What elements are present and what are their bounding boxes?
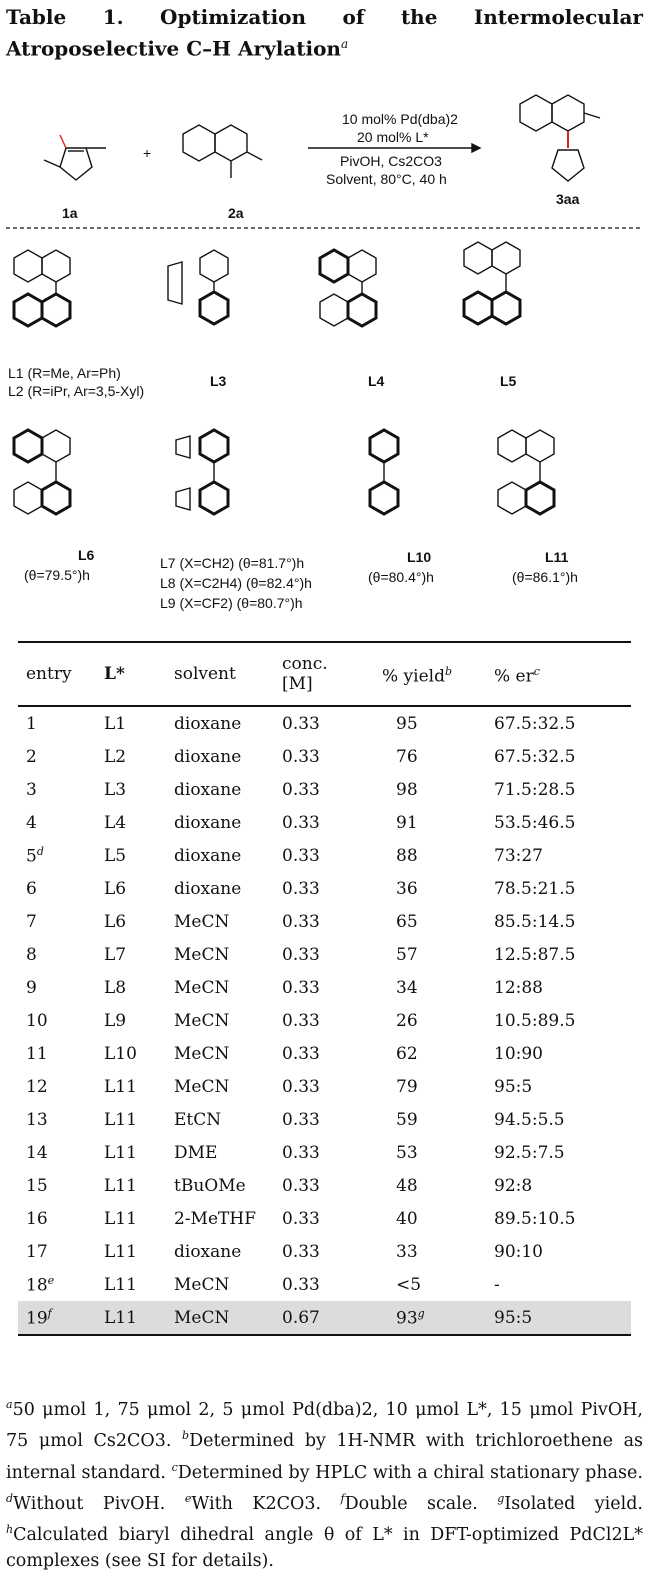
ligand-L1-L2-structure	[14, 250, 70, 326]
cell-conc: 0.33	[282, 812, 320, 833]
naphthalene-2a-structure	[183, 125, 262, 178]
cell-er: 92:8	[494, 1175, 533, 1196]
cell-er: 95:5	[494, 1076, 533, 1097]
cell-ligand: L11	[104, 1208, 137, 1229]
cell-er: 89.5:10.5	[494, 1208, 576, 1229]
header-yield: % yield$^b$	[382, 664, 453, 687]
footnote-mark: f	[47, 1306, 52, 1320]
title-word: 1.	[102, 5, 124, 29]
cell-yield: 33	[396, 1241, 418, 1262]
cell-er: 10:90	[494, 1043, 543, 1064]
cell-entry: 1	[26, 713, 37, 734]
header-solvent: solvent	[174, 664, 236, 684]
cell-ligand: L6	[104, 911, 127, 932]
cell-yield: 48	[396, 1175, 418, 1196]
cell-yield: 34	[396, 977, 418, 998]
table-row	[18, 740, 631, 773]
cell-solvent: MeCN	[174, 944, 230, 965]
cell-yield: 40	[396, 1208, 418, 1229]
cell-conc: 0.33	[282, 977, 320, 998]
compound-label: 2a	[228, 205, 244, 221]
cell-er: 53.5:46.5	[494, 812, 576, 833]
compound-label: 1a	[62, 205, 78, 221]
table-row	[18, 1103, 631, 1136]
table-row	[18, 1037, 631, 1070]
title-word: Optimization	[160, 5, 307, 29]
footnote-mark: e	[47, 1273, 55, 1287]
cell-solvent: tBuOMe	[174, 1175, 246, 1196]
footnote-mark: d	[36, 844, 44, 858]
cell-conc: 0.33	[282, 746, 320, 767]
cell-solvent: dioxane	[174, 845, 242, 866]
table-row	[18, 971, 631, 1004]
footnote-mark: c	[533, 664, 540, 678]
cell-conc: 0.33	[282, 1010, 320, 1031]
ligand-L5-structure	[464, 242, 520, 324]
cell-entry: 14	[26, 1142, 48, 1163]
ligand-label: L8 (X=C2H4) (θ=82.4°)h	[160, 575, 312, 591]
cell-ligand: L5	[104, 845, 127, 866]
plus-sign: +	[143, 145, 152, 161]
cell-er: 12.5:87.5	[494, 944, 576, 965]
cell-entry: 13	[26, 1109, 48, 1130]
table-header-row	[18, 642, 631, 706]
cell-solvent: MeCN	[174, 911, 230, 932]
cell-entry: 8	[26, 944, 37, 965]
cell-entry: 6	[26, 878, 37, 899]
table-row	[18, 1136, 631, 1169]
ligand-L4-structure	[320, 250, 376, 326]
ligand-label: L9 (X=CF2) (θ=80.7°)h	[160, 595, 303, 611]
cell-er: 71.5:28.5	[494, 779, 576, 800]
reaction-scheme-and-ligands	[0, 90, 649, 635]
cell-er: 78.5:21.5	[494, 878, 576, 899]
cell-yield: 88	[396, 845, 418, 866]
cell-conc: 0.33	[282, 944, 320, 965]
table-row	[18, 1169, 631, 1202]
ligand-label: L7 (X=CH2) (θ=81.7°)h	[160, 555, 305, 571]
footnote-mark: b	[444, 664, 453, 678]
cell-solvent: dioxane	[174, 746, 242, 767]
optimization-table	[18, 641, 631, 1336]
title-word: of	[342, 5, 365, 29]
cell-conc: 0.33	[282, 1142, 320, 1163]
header-entry: entry	[26, 664, 72, 684]
header-ligand: L*	[104, 664, 125, 684]
cell-solvent: dioxane	[174, 878, 242, 899]
cell-er: -	[494, 1274, 500, 1295]
header-conc	[274, 642, 374, 706]
cell-er: 95:5	[486, 1301, 631, 1335]
footnote-h: Calculated biaryl dihedral angle θ of L* in DFT-optimized PdCl2L* complexes (see SI for details).	[6, 1525, 643, 1571]
condition-line: PivOH, Cs2CO3	[340, 153, 442, 169]
cell-solvent: MeCN	[174, 1076, 230, 1097]
cell-conc: 0.67	[274, 1301, 374, 1335]
header-conc-line1: conc.	[282, 654, 328, 674]
cell-solvent: EtCN	[174, 1109, 222, 1130]
cell-ligand: L3	[104, 779, 127, 800]
cell-er: 73:27	[494, 845, 543, 866]
table-row	[18, 905, 631, 938]
cell-entry: 19$^f$	[18, 1301, 96, 1335]
cell-solvent: 2-MeTHF	[174, 1208, 256, 1229]
cell-ligand: L9	[104, 1010, 127, 1031]
cell-er: 10.5:89.5	[494, 1010, 576, 1031]
cell-ligand: L11	[104, 1142, 137, 1163]
cell-yield: 93$^g$	[374, 1301, 486, 1335]
title-line2: Atroposelective C–H Arylation	[6, 36, 341, 61]
cell-ligand: L11	[104, 1076, 137, 1097]
cell-conc: 0.33	[282, 713, 320, 734]
condition-line: 20 mol% L*	[357, 129, 429, 145]
title-word: Intermolecular	[473, 5, 643, 29]
cell-ligand: L1	[104, 713, 127, 734]
cell-solvent: MeCN	[174, 977, 230, 998]
cell-yield: 53	[396, 1142, 418, 1163]
cell-entry: 2	[26, 746, 37, 767]
cell-ligand: L11	[96, 1301, 166, 1335]
cell-yield: 98	[396, 779, 418, 800]
cell-ligand: L7	[104, 944, 127, 965]
cell-ligand: L11	[104, 1109, 137, 1130]
footnote-g: Isolated yield.	[504, 1493, 643, 1514]
table-row	[18, 1202, 631, 1235]
footnote-d: Without PivOH.	[13, 1493, 166, 1514]
ligand-label: L6	[78, 547, 95, 563]
cell-solvent: dioxane	[174, 713, 242, 734]
cell-er: 67.5:32.5	[494, 713, 576, 734]
cell-conc: 0.33	[282, 1274, 320, 1295]
cell-yield: <5	[396, 1274, 422, 1295]
footnote-mark: g	[417, 1306, 425, 1320]
cell-conc: 0.33	[282, 1175, 320, 1196]
cell-ligand: L10	[104, 1043, 137, 1064]
cell-conc: 0.33	[282, 1241, 320, 1262]
ligand-label: L3	[210, 373, 227, 389]
cell-solvent: dioxane	[174, 812, 242, 833]
cell-entry: 4	[26, 812, 37, 833]
cell-yield: 65	[396, 911, 418, 932]
title-word: the	[400, 5, 438, 29]
cell-entry: 16	[26, 1208, 48, 1229]
cell-yield: 95	[396, 713, 418, 734]
ligand-angle: (θ=86.1°)h	[512, 569, 578, 585]
cell-entry: 9	[26, 977, 37, 998]
cell-yield: 76	[396, 746, 418, 767]
title-footnote-mark: a	[340, 37, 349, 51]
footnote-b: Determined by 1H-NMR with trichloroethene as internal standard.	[6, 1431, 643, 1483]
cell-solvent: MeCN	[174, 1043, 230, 1064]
cell-solvent: dioxane	[174, 779, 242, 800]
cell-ligand: L11	[104, 1241, 137, 1262]
cell-yield: 79	[396, 1076, 418, 1097]
ligand-L11-structure	[498, 430, 554, 514]
table-row	[18, 938, 631, 971]
footnote-a: 50 μmol 1, 75 μmol 2, 5 μmol Pd(dba)2, 10 μmol L*, 15 μmol PivOH, 75 μmol Cs2CO3.	[6, 1399, 643, 1452]
cell-ligand: L2	[104, 746, 127, 767]
ligand-L10-structure	[370, 430, 398, 514]
table-title	[6, 4, 643, 63]
ligand-angle: (θ=79.5°)h	[24, 567, 90, 583]
cell-solvent: dioxane	[174, 1241, 242, 1262]
cell-solvent: MeCN	[174, 1010, 230, 1031]
cell-conc: 0.33	[282, 1076, 320, 1097]
cell-conc: 0.33	[282, 878, 320, 899]
cell-ligand: L4	[104, 812, 127, 833]
cell-entry: 10	[26, 1010, 48, 1031]
table-row	[18, 1301, 631, 1335]
table-row	[18, 773, 631, 806]
cell-ligand: L11	[104, 1274, 137, 1295]
cell-er: 92.5:7.5	[494, 1142, 565, 1163]
header-conc-line2: [M]	[282, 674, 313, 694]
cell-entry: 12	[26, 1076, 48, 1097]
cell-entry: 15	[26, 1175, 48, 1196]
table-row	[18, 1268, 631, 1301]
cell-entry: 5$^d$	[26, 844, 44, 867]
footnote-e: With K2CO3.	[191, 1493, 322, 1514]
cell-conc: 0.33	[282, 845, 320, 866]
cell-yield: 62	[396, 1043, 418, 1064]
ligand-label: L1 (R=Me, Ar=Ph)	[8, 365, 121, 381]
cell-yield: 57	[396, 944, 418, 965]
ligand-L7-L9-structure	[176, 430, 228, 514]
cell-entry: 7	[26, 911, 37, 932]
cell-er: 12:88	[494, 977, 543, 998]
cell-solvent: MeCN	[166, 1301, 274, 1335]
ligand-label: L2 (R=iPr, Ar=3,5-Xyl)	[8, 383, 145, 399]
cell-ligand: L8	[104, 977, 127, 998]
triazole-1a-structure	[44, 135, 106, 180]
cell-entry: 11	[26, 1043, 48, 1064]
table-row	[18, 1070, 631, 1103]
cell-solvent: DME	[174, 1142, 218, 1163]
table-row	[18, 806, 631, 839]
cell-yield: 36	[396, 878, 418, 899]
cell-conc: 0.33	[282, 911, 320, 932]
header-er: % $er^c$	[494, 664, 540, 687]
table-row	[18, 872, 631, 905]
cell-er: 85.5:14.5	[494, 911, 576, 932]
footnote-c: Determined by HPLC with a chiral stationary phase.	[177, 1462, 643, 1483]
table-row	[18, 1235, 631, 1268]
ligand-L3-structure	[168, 250, 228, 324]
cell-er: 67.5:32.5	[494, 746, 576, 767]
cell-conc: 0.33	[282, 1208, 320, 1229]
table-row	[18, 1004, 631, 1037]
cell-entry: 17	[26, 1241, 48, 1262]
cell-yield: 59	[396, 1109, 418, 1130]
product-3aa-structure	[520, 95, 600, 181]
ligand-label: L10	[407, 549, 432, 565]
cell-entry: 18e	[26, 1273, 55, 1296]
footnote-f: Double scale.	[344, 1493, 478, 1514]
cell-er: 90:10	[494, 1241, 543, 1262]
condition-line: 10 mol% Pd(dba)2	[342, 111, 458, 127]
ligand-label: L11	[545, 549, 569, 565]
compound-label: 3aa	[556, 191, 580, 207]
cell-yield: 26	[396, 1010, 418, 1031]
cell-entry: 3	[26, 779, 37, 800]
cell-solvent: MeCN	[174, 1274, 230, 1295]
cell-ligand: L6	[104, 878, 127, 899]
title-word: Table	[6, 5, 67, 29]
ligand-angle: (θ=80.4°)h	[368, 569, 434, 585]
ligand-label: L5	[500, 373, 517, 389]
table-row	[18, 706, 631, 740]
ligand-L6-structure	[14, 430, 70, 514]
ligand-label: L4	[368, 373, 385, 389]
condition-line: Solvent, 80°C, 40 h	[326, 171, 447, 187]
cell-er: 94.5:5.5	[494, 1109, 565, 1130]
cell-conc: 0.33	[282, 1109, 320, 1130]
cell-ligand: L11	[104, 1175, 137, 1196]
cell-yield: 91	[396, 812, 418, 833]
table-footnotes: $^a$50 μmol 1, 75 μmol 2, 5 μmol Pd(dba)2, 10 μmol L*, 15 μmol PivOH, 75 μmol Cs2CO3. $^b$Determined by 1H-NMR with trichloroethene as internal standard. $^c$Determined by HPLC with a chiral stationary phase. $^d$Without PivOH. $^e$With K2CO3. $^f$Double scale. $^g$Isolated yield. $^h$Calculated biaryl dihedral angle θ of L* in DFT-optimized PdCl2L* complexes (see SI for details).	[6, 1398, 643, 1571]
cell-conc: 0.33	[282, 1043, 320, 1064]
cell-conc: 0.33	[282, 779, 320, 800]
table-row	[18, 839, 631, 872]
